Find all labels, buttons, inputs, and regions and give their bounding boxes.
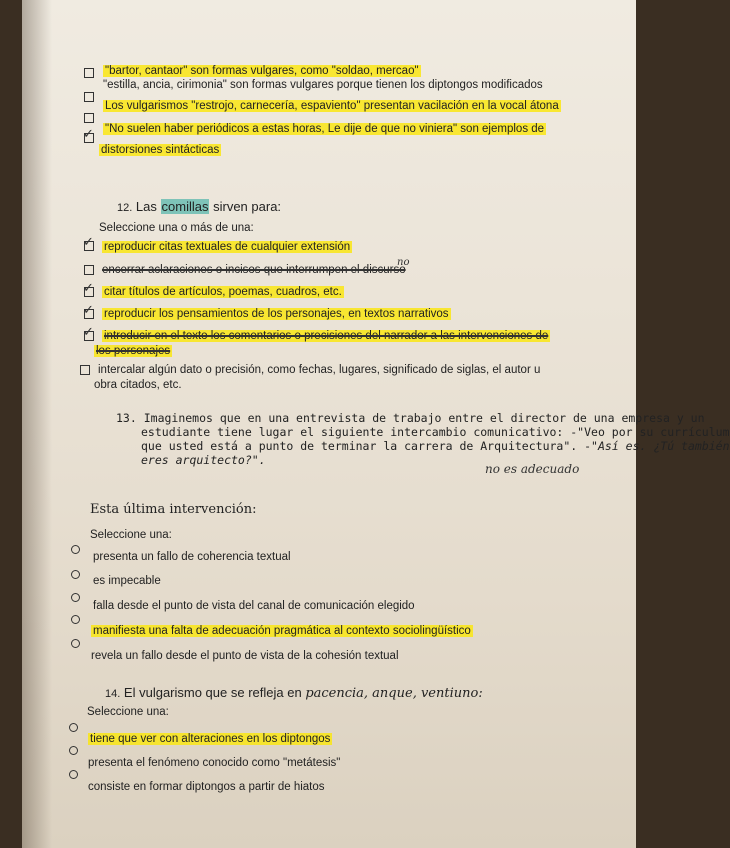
radio-button[interactable] xyxy=(71,593,80,602)
radio-button[interactable] xyxy=(71,615,80,624)
checkbox[interactable] xyxy=(84,113,94,123)
question-13-line3: que usted está a punto de terminar la carrera de Arquitectura". -"Así es. ¿Tú también xyxy=(141,439,730,453)
checkbox[interactable] xyxy=(80,365,90,375)
radio-button[interactable] xyxy=(71,545,80,554)
question-13-instruction: Seleccione una: xyxy=(90,529,172,541)
q14-option-3: consiste en formar diptongos a partir de hiatos xyxy=(88,781,325,793)
q13-option-2: es impecable xyxy=(93,575,161,587)
check-mark-icon: ✓ xyxy=(83,235,94,250)
question-13-line1: 13. Imaginemos que en una entrevista de trabajo entre el director de una empresa y un xyxy=(116,411,705,425)
top-item-4-line1: "No suelen haber periódicos a estas horas, Le dije de que no viniera" son ejemplos de xyxy=(105,123,545,135)
radio-button[interactable] xyxy=(71,639,80,648)
radio-button[interactable] xyxy=(71,570,80,579)
question-13-line4: eres arquitecto?". xyxy=(141,453,266,467)
check-mark-icon: ✓ xyxy=(83,281,94,296)
q13-option-1: presenta un fallo de coherencia textual xyxy=(93,551,291,563)
checkbox[interactable] xyxy=(84,265,94,275)
check-mark-icon: ✓ xyxy=(83,127,94,142)
check-mark-icon: ✓ xyxy=(83,325,94,340)
q12-option-5-line1: introducir en el texto los comentarios o precisiones del narrador a las intervenciones de xyxy=(104,330,549,342)
q13-option-4: manifiesta una falta de adecuación pragmática al contexto sociolingüístico xyxy=(93,625,471,637)
question-14-instruction: Seleccione una: xyxy=(87,706,169,718)
question-12-instruction: Seleccione una o más de una: xyxy=(99,222,254,234)
q12-option-1: reproducir citas textuales de cualquier extensión xyxy=(104,241,351,253)
top-item-4-line2: distorsiones sintácticas xyxy=(101,144,220,156)
question-12-title: 12. Las comillas sirven para: xyxy=(117,199,282,214)
q12-option-2: encerrar aclaraciones o incisos que interrumpen el discurso xyxy=(102,264,406,276)
question-13-subtitle: Esta última intervención: xyxy=(90,502,257,517)
page-shadow xyxy=(22,0,52,848)
q14-option-2: presenta el fenómeno conocido como "metátesis" xyxy=(88,757,341,769)
radio-button[interactable] xyxy=(69,770,78,779)
checkbox[interactable] xyxy=(84,92,94,102)
question-13-line2: estudiante tiene lugar el siguiente intercambio comunicativo: -"Veo por su currículum xyxy=(141,425,730,439)
handwritten-annotation: no es adecuado xyxy=(485,462,580,476)
q14-option-1: tiene que ver con alteraciones en los diptongos xyxy=(90,733,331,745)
q12-option-4: reproducir los pensamientos de los personajes, en textos narrativos xyxy=(104,308,449,320)
top-item-1: "bartor, cantaor" son formas vulgares, como "soldao, mercao" xyxy=(105,65,419,77)
question-14-title: 14. El vulgarismo que se refleja en pacencia, anque, ventiuno: xyxy=(105,685,483,701)
checkbox[interactable] xyxy=(84,68,94,78)
top-item-3: Los vulgarismos "restrojo, carnecería, espaviento" presentan vacilación en la vocal átona xyxy=(105,100,559,112)
q12-option-5-line2: los personajes xyxy=(96,345,171,357)
check-mark-icon: ✓ xyxy=(83,303,94,318)
q12-option-3: citar títulos de artículos, poemas, cuadros, etc. xyxy=(104,286,342,298)
q12-option-6-line2: obra citados, etc. xyxy=(94,379,182,391)
q13-option-3: falla desde el punto de vista del canal de comunicación elegido xyxy=(93,600,415,612)
handwritten-note-no: no xyxy=(397,257,410,268)
radio-button[interactable] xyxy=(69,746,78,755)
q13-option-5: revela un fallo desde el punto de vista de la cohesión textual xyxy=(91,650,399,662)
q12-option-6-line1: intercalar algún dato o precisión, como fechas, lugares, significado de siglas, el autor u xyxy=(98,364,541,376)
top-item-2: "estilla, ancia, cirimonia" son formas vulgares porque tienen los diptongos modificados xyxy=(103,79,543,91)
radio-button[interactable] xyxy=(69,723,78,732)
